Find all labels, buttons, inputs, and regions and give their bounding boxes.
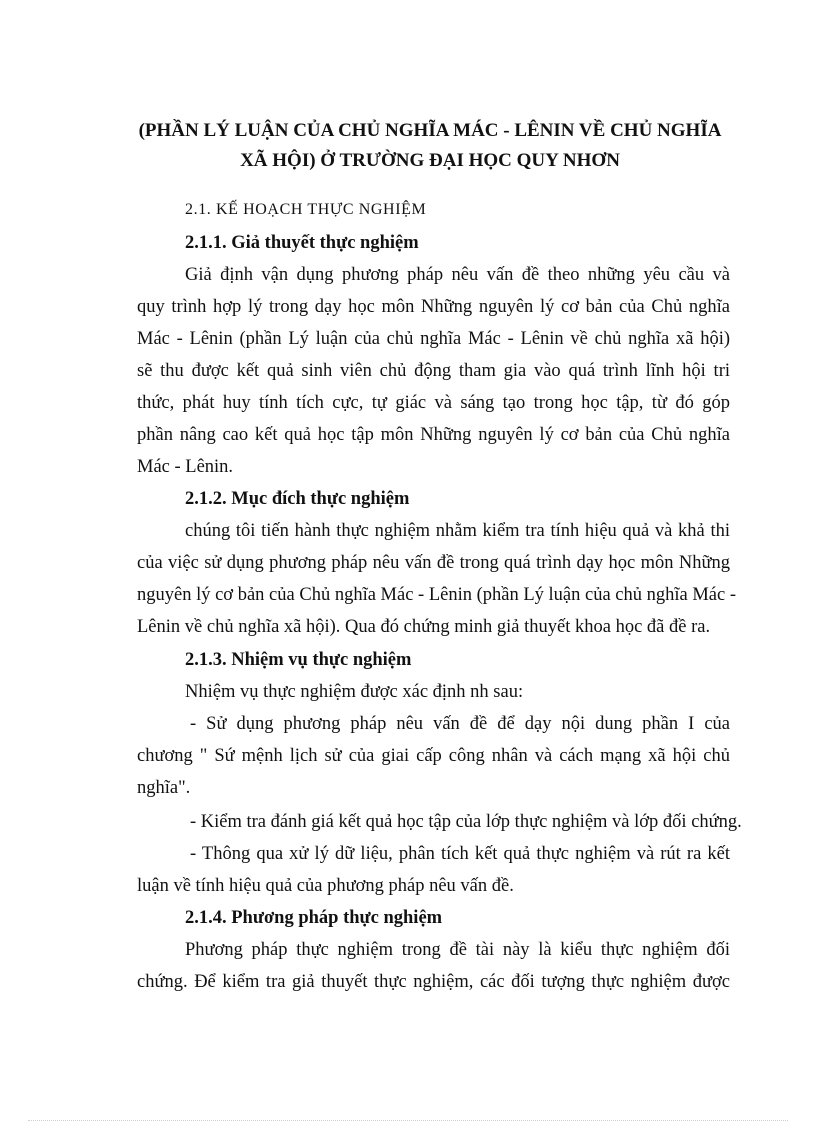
paragraph-line: - Kiểm tra đánh giá kết quả học tập của lớp thực nghiệm và lớp đối chứng. xyxy=(190,812,742,832)
paragraph-line: Giả định vận dụng phương pháp nêu vấn đề theo những yêu cầu và xyxy=(185,265,730,285)
heading-2-1-2: 2.1.2. Mục đích thực nghiệm xyxy=(185,489,410,509)
paragraph-line: sẽ thu được kết quả sinh viên chủ động tham gia vào quá trình lĩnh hội tri xyxy=(137,361,730,381)
paragraph-line: - Sử dụng phương pháp nêu vấn đề để dạy nội dung phần I của xyxy=(190,714,730,734)
paragraph-line: phần nâng cao kết quả học tập môn Những nguyên lý cơ bản của Chủ nghĩa xyxy=(137,425,730,445)
paragraph-line: quy trình hợp lý trong dạy học môn Những nguyên lý cơ bản của Chủ nghĩa xyxy=(137,297,730,317)
paragraph-line: Mác - Lênin. xyxy=(137,457,234,477)
page-bottom-divider xyxy=(28,1120,788,1121)
paragraph-line: Phương pháp thực nghiệm trong đề tài này là kiểu thực nghiệm đối xyxy=(185,940,730,960)
heading-2-1-4: 2.1.4. Phương pháp thực nghiệm xyxy=(185,908,443,928)
document-title-line-1: (PHẦN LÝ LUẬN CỦA CHỦ NGHĨA MÁC - LÊNIN VỀ CHỦ NGHĨA xyxy=(138,120,722,141)
paragraph-line: luận về tính hiệu quả của phương pháp nêu vấn đề. xyxy=(137,876,514,896)
paragraph-line: chúng tôi tiến hành thực nghiệm nhằm kiểm tra tính hiệu quả và khả thi xyxy=(185,521,730,541)
heading-2-1-3: 2.1.3. Nhiệm vụ thực nghiệm xyxy=(185,650,412,670)
paragraph-line: chương " Sứ mệnh lịch sử của giai cấp công nhân và cách mạng xã hội chủ xyxy=(137,746,730,766)
section-plan-heading: 2.1. KẾ HOẠCH THỰC NGHIỆM xyxy=(185,201,427,218)
paragraph-line: - Thông qua xử lý dữ liệu, phân tích kết quả thực nghiệm và rút ra kết xyxy=(190,844,730,864)
paragraph-line: thức, phát huy tính tích cực, tự giác và sáng tạo trong học tập, từ đó góp xyxy=(137,393,730,413)
document-title-line-2: XÃ HỘI) Ở TRƯỜNG ĐẠI HỌC QUY NHƠN xyxy=(240,150,620,171)
heading-2-1-1: 2.1.1. Giả thuyết thực nghiệm xyxy=(185,233,419,253)
paragraph-line: nguyên lý cơ bản của Chủ nghĩa Mác - Lênin (phần Lý luận của chủ nghĩa Mác - xyxy=(137,585,737,605)
paragraph-line: Mác - Lênin (phần Lý luận của chủ nghĩa Mác - Lênin về chủ nghĩa xã hội) xyxy=(137,329,730,349)
paragraph-line: chứng. Để kiểm tra giả thuyết thực nghiệm, các đối tượng thực nghiệm được xyxy=(137,972,730,992)
paragraph-line: nghĩa". xyxy=(137,778,191,798)
paragraph-line: của việc sử dụng phương pháp nêu vấn đề trong quá trình dạy học môn Những xyxy=(137,553,730,573)
paragraph-line: Lênin về chủ nghĩa xã hội). Qua đó chứng minh giả thuyết khoa học đã đề ra. xyxy=(137,617,711,637)
paragraph-line: Nhiệm vụ thực nghiệm được xác định nh sau: xyxy=(185,682,524,702)
